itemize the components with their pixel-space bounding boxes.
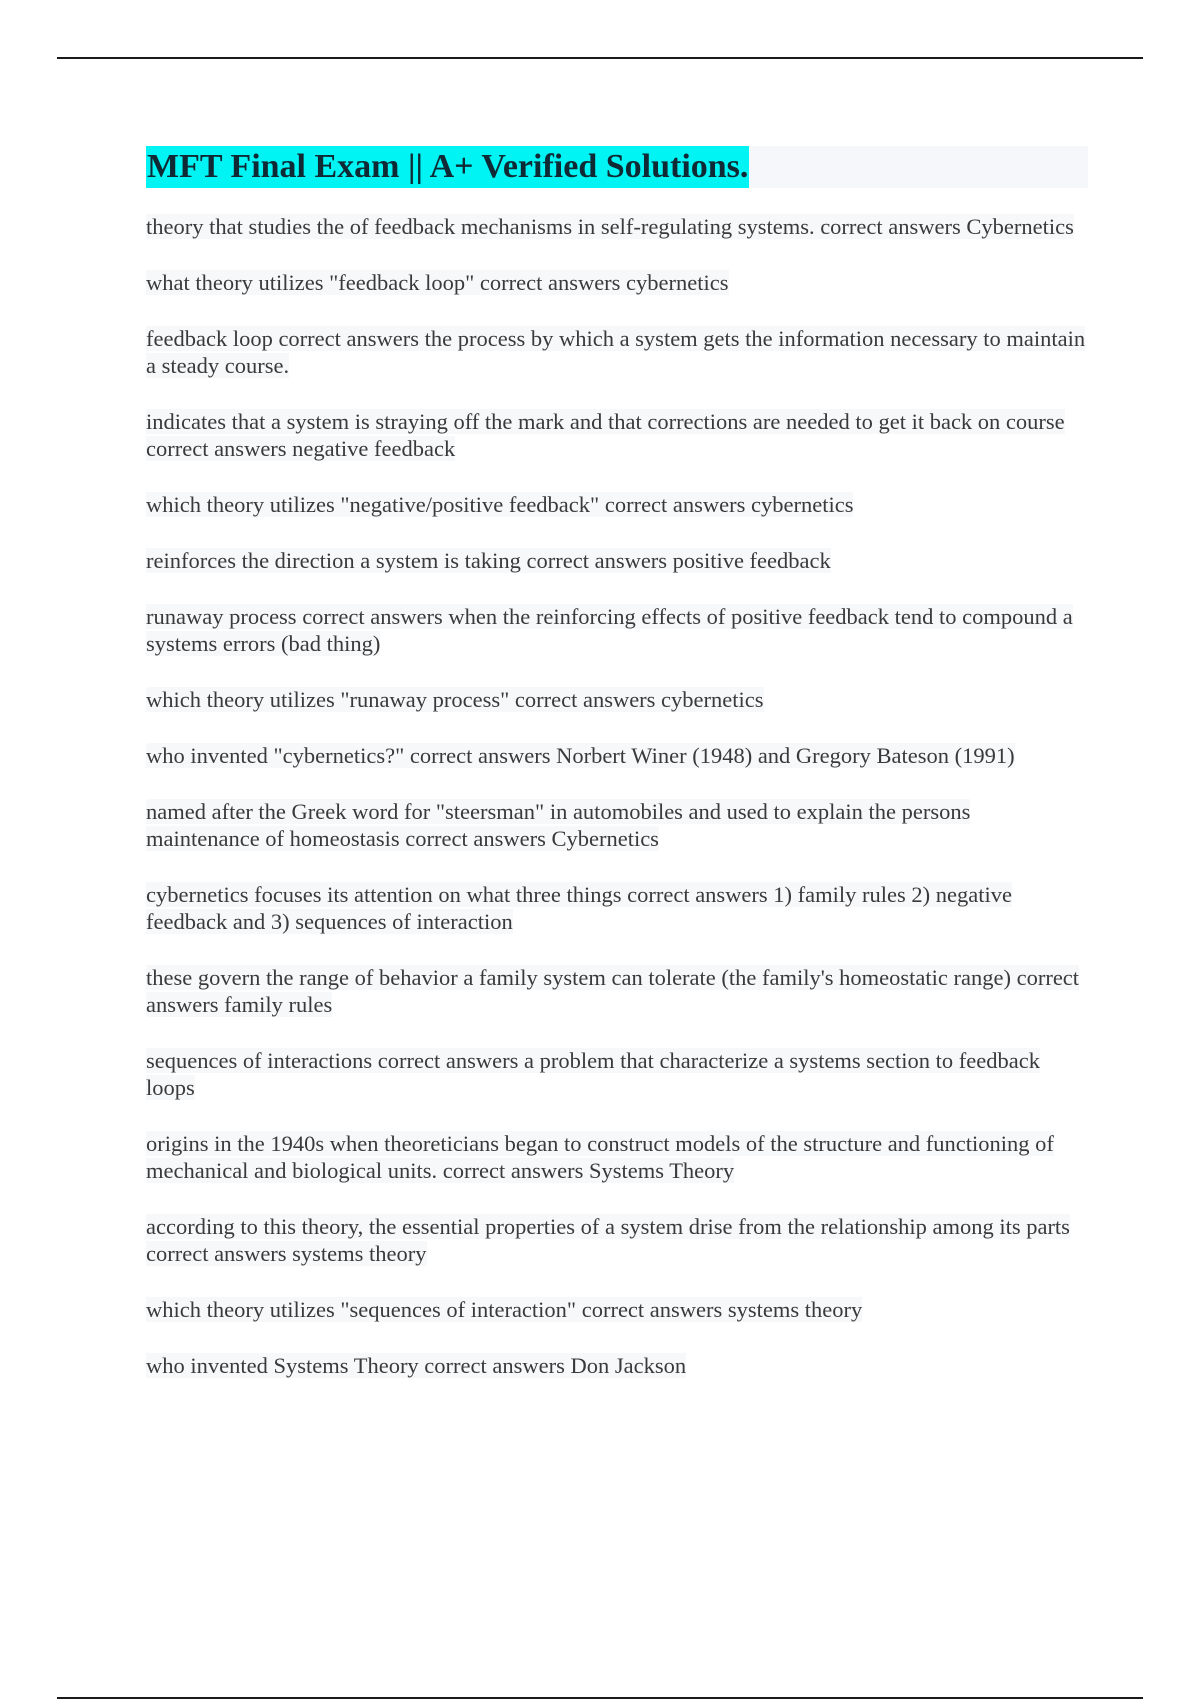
top-rule [57, 57, 1143, 59]
list-item [146, 491, 1088, 518]
list-item [146, 686, 1088, 713]
list-item [146, 798, 1088, 852]
list-item-text: according to this theory, the essential properties of a system drise from the relationship among its parts correct answers systems theory [146, 1214, 1070, 1266]
list-item [146, 881, 1088, 935]
list-item [146, 1296, 1088, 1323]
list-item-text: runaway process correct answers when the reinforcing effects of positive feedback tend to compound a systems errors (bad thing) [146, 604, 1073, 656]
list-item [146, 213, 1088, 240]
list-item-text: indicates that a system is straying off the mark and that corrections are needed to get it back on course correct answers negative feedback [146, 409, 1065, 461]
list-item [146, 742, 1088, 769]
list-item [146, 1213, 1088, 1267]
list-item-text: what theory utilizes "feedback loop" correct answers cybernetics [146, 270, 729, 295]
title-bar [146, 146, 1088, 188]
list-item [146, 1047, 1088, 1101]
list-item [146, 547, 1088, 574]
bottom-rule [57, 1697, 1143, 1699]
page-title: MFT Final Exam || A+ Verified Solutions. [146, 146, 749, 188]
list-item-text: who invented "cybernetics?" correct answers Norbert Winer (1948) and Gregory Bateson (1991) [146, 743, 1015, 768]
list-item [146, 603, 1088, 657]
list-item [146, 1352, 1088, 1379]
list-item-text: origins in the 1940s when theoreticians began to construct models of the structure and functioning of mechanical and biological units. correct answers Systems Theory [146, 1131, 1054, 1183]
list-item-text: theory that studies the of feedback mechanisms in self-regulating systems. correct answers Cybernetics [146, 214, 1074, 239]
list-item-text: which theory utilizes "sequences of interaction" correct answers systems theory [146, 1297, 863, 1322]
list-item-text: cybernetics focuses its attention on what three things correct answers 1) family rules 2) negative feedback and 3) sequences of interaction [146, 882, 1012, 934]
document-body [146, 146, 1088, 1408]
list-item-text: reinforces the direction a system is taking correct answers positive feedback [146, 548, 831, 573]
list-item-text: named after the Greek word for "steersman" in automobiles and used to explain the persons maintenance of homeostasis correct answers Cybernetics [146, 799, 971, 851]
list-item [146, 964, 1088, 1018]
list-item-text: feedback loop correct answers the process by which a system gets the information necessary to maintain a steady course. [146, 326, 1086, 378]
list-item-text: sequences of interactions correct answers a problem that characterize a systems section to feedback loops [146, 1048, 1040, 1100]
list-item-text: these govern the range of behavior a family system can tolerate (the family's homeostatic range) correct answers family rules [146, 965, 1080, 1017]
list-item [146, 325, 1088, 379]
list-item-text: which theory utilizes "runaway process" correct answers cybernetics [146, 687, 764, 712]
list-item [146, 269, 1088, 296]
list-item-text: which theory utilizes "negative/positive feedback" correct answers cybernetics [146, 492, 854, 517]
list-item [146, 408, 1088, 462]
qa-list [146, 213, 1088, 1379]
list-item [146, 1130, 1088, 1184]
list-item-text: who invented Systems Theory correct answers Don Jackson [146, 1353, 687, 1378]
